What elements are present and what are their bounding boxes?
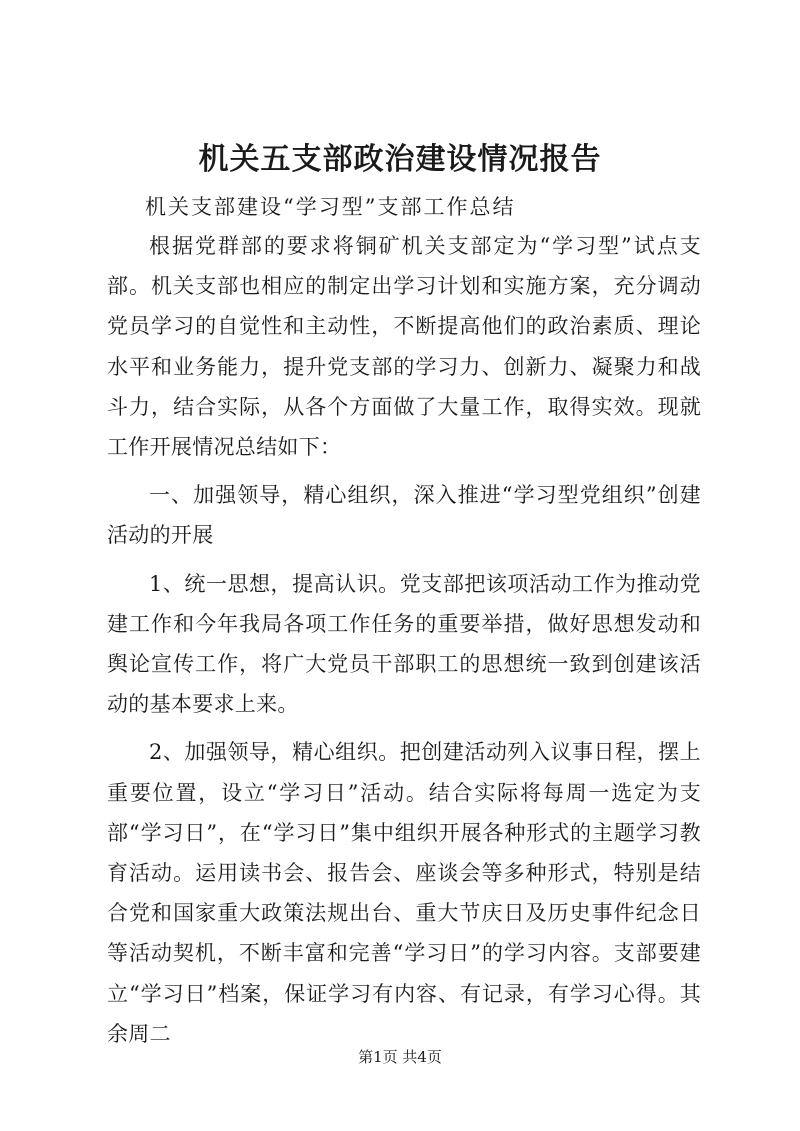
document-body	[107, 226, 701, 1054]
document-subtitle: 机关支部建设“学习型”支部工作总结	[145, 195, 516, 219]
paragraph-section-heading: 一、加强领导，精心组织，深入推进“学习型党组织”创建活动的开展	[107, 483, 701, 548]
paragraph-item-1: 1、统一思想，提高认识。党支部把该项活动工作为推动党建工作和今年我局各项工作任务的重要举措，做好思想发动和舆论宣传工作，将广大党员干部职工的思想统一致到创建该活动的基本要求上来。	[107, 571, 701, 717]
paragraph-intro: 根据党群部的要求将铜矿机关支部定为“学习型”试点支部。机关支部也相应的制定出学习计划和实施方案，充分调动党员学习的自觉性和主动性，不断提高他们的政治素质、理论水平和业务能力，提升党支部的学习力、创新力、凝聚力和战斗力，结合实际，从各个方面做了大量工作，取得实效。现就工作开展情况总结如下：	[107, 234, 701, 460]
paragraph-item-2: 2、加强领导，精心组织。把创建活动列入议事日程，摆上重要位置，设立“学习日”活动。结合实际将每周一选定为支部“学习日”，在“学习日”集中组织开展各种形式的主题学习教育活动。运用读书会、报告会、座谈会等多种形式，特别是结合党和国家重大政策法规出台、重大节庆日及历史事件纪念日等活动契机，不断丰富和完善“学习日”的学习内容。支部要建立“学习日”档案，保证学习有内容、有记录，有学习心得。其余周二	[107, 740, 701, 1046]
document-title: 机关五支部政治建设情况报告	[198, 142, 602, 177]
page-number: 第1页 共4页	[358, 1048, 442, 1066]
